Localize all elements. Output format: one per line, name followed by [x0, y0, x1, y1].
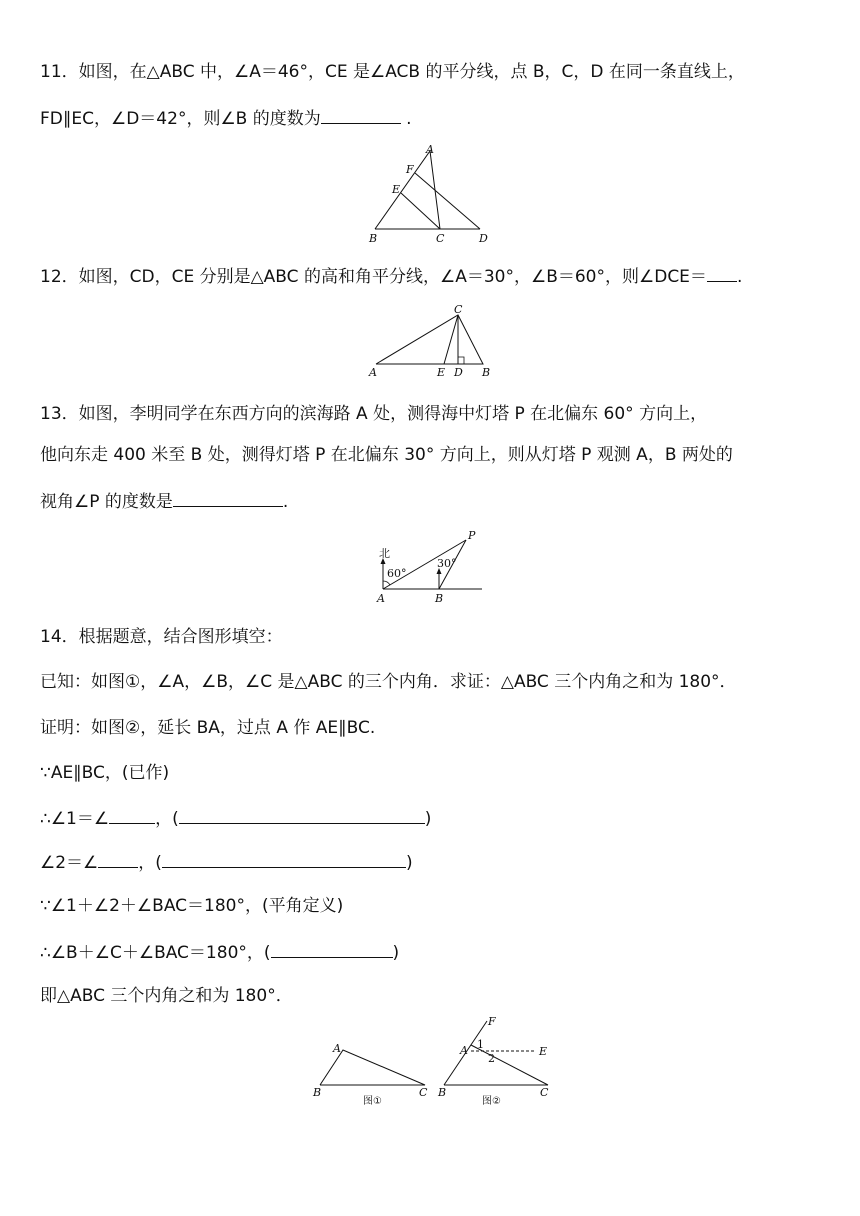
- q11-label-c: C: [436, 232, 445, 245]
- q14-line-1: 14．根据题意，结合图形填空：: [40, 627, 283, 647]
- q11-line-1: 11．如图，在△ABC 中，∠A＝46°，CE 是∠ACB 的平分线，点 B，C，D 在同一条直线上，: [40, 62, 745, 82]
- q14-line-7: ∵∠1＋∠2＋∠BAC＝180°，(平角定义): [40, 896, 344, 916]
- q13-label-a: A: [377, 592, 385, 605]
- q13-label-angle-b: 30°: [437, 557, 457, 570]
- q12-label-a: A: [369, 366, 377, 379]
- q14-blank-reason-2[interactable]: [162, 851, 406, 868]
- q13-label-b: B: [435, 592, 444, 605]
- q12-figure: [365, 303, 500, 380]
- q12-label-b: B: [482, 366, 491, 379]
- q14-line-5-text: ∴∠1＝∠: [40, 809, 110, 829]
- q14-figure-2: [430, 1014, 560, 1108]
- q14-line-6-close: ): [405, 853, 413, 873]
- q13-answer-blank[interactable]: [173, 490, 283, 507]
- q14-fig2-caption: 图②: [482, 1096, 501, 1107]
- q13-text: 视角∠P 的度数是: [40, 492, 173, 512]
- q14-fig1-label-c: C: [419, 1086, 428, 1099]
- q12-label-e: E: [437, 366, 446, 379]
- q14-blank-angle-2[interactable]: [98, 851, 138, 868]
- q13-label-north: 北: [379, 547, 390, 560]
- q14-fig2-label-c: C: [540, 1086, 549, 1099]
- q11-label-b: B: [369, 232, 378, 245]
- q12-label-c: C: [454, 303, 463, 316]
- q14-fig2-label-f: F: [488, 1015, 496, 1028]
- q13-end: .: [282, 492, 289, 512]
- q11-line-2: [40, 107, 412, 129]
- q12-end: .: [736, 267, 743, 287]
- q14-line-6-text: ∠2＝∠: [40, 853, 99, 873]
- q14-fig2-label-1: 1: [477, 1038, 484, 1051]
- q14-line-5-close: ): [424, 809, 432, 829]
- q14-fig2-label-2: 2: [488, 1052, 495, 1065]
- q13-label-p: P: [468, 529, 476, 542]
- q14-line-9: 即△ABC 三个内角之和为 180°．: [40, 986, 293, 1006]
- q13-figure: [370, 527, 490, 605]
- q11-figure: [360, 143, 500, 245]
- q11-label-d: D: [479, 232, 488, 245]
- q11-end: .: [406, 109, 412, 129]
- q13-line-1: 13．如图，李明同学在东西方向的滨海路 A 处，测得海中灯塔 P 在北偏东 60° 方向上，: [40, 404, 708, 424]
- q11-text: FD∥EC，∠D＝42°，则∠B 的度数为: [40, 109, 321, 129]
- q14-line-2: 已知：如图①，∠A，∠B，∠C 是△ABC 的三个内角．求证：△ABC 三个内角之和为 180°．: [40, 672, 737, 692]
- q14-blank-angle-1[interactable]: [109, 807, 155, 824]
- q14-fig2-label-a: A: [460, 1044, 468, 1057]
- q14-line-4: ∵AE∥BC，(已作): [40, 763, 170, 783]
- q14-blank-reason-3[interactable]: [271, 941, 393, 958]
- q13-line-3: [40, 490, 288, 512]
- q11-label-a: A: [426, 143, 434, 156]
- q14-line-8-text: ∴∠B＋∠C＋∠BAC＝180°，(: [40, 943, 271, 963]
- q14-blank-reason-1[interactable]: [179, 807, 425, 824]
- q12-text: 12．如图，CD，CE 分别是△ABC 的高和角平分线，∠A＝30°，∠B＝60°，则∠DCE＝: [40, 267, 707, 287]
- q14-line-6-sep: ，(: [138, 853, 162, 873]
- q14-line-5-sep: ，(: [155, 809, 179, 829]
- q14-fig2-label-b: B: [438, 1086, 447, 1099]
- q12-answer-blank[interactable]: [707, 265, 737, 282]
- q12-label-d: D: [454, 366, 463, 379]
- q14-fig1-caption: 图①: [363, 1096, 382, 1107]
- q11-label-e: E: [392, 183, 401, 196]
- q14-figure-1: [305, 1040, 435, 1108]
- q14-line-3: 证明：如图②，延长 BA，过点 A 作 AE∥BC.: [40, 718, 376, 738]
- q14-line-5: [40, 807, 431, 829]
- q14-line-6: [40, 851, 413, 873]
- q13-label-angle-a: 60°: [387, 567, 407, 580]
- q14-fig1-label-b: B: [313, 1086, 322, 1099]
- q11-label-f: F: [406, 163, 414, 176]
- q14-line-8-close: ): [392, 943, 400, 963]
- q14-line-8: [40, 941, 399, 963]
- q14-fig2-label-e: E: [539, 1045, 548, 1058]
- q11-answer-blank[interactable]: [321, 107, 401, 124]
- q13-line-2: 他向东走 400 米至 B 处，测得灯塔 P 在北偏东 30° 方向上，则从灯塔 P 观测 A，B 两处的: [40, 445, 733, 465]
- q12-line-1: [40, 265, 742, 287]
- q14-fig1-label-a: A: [333, 1042, 341, 1055]
